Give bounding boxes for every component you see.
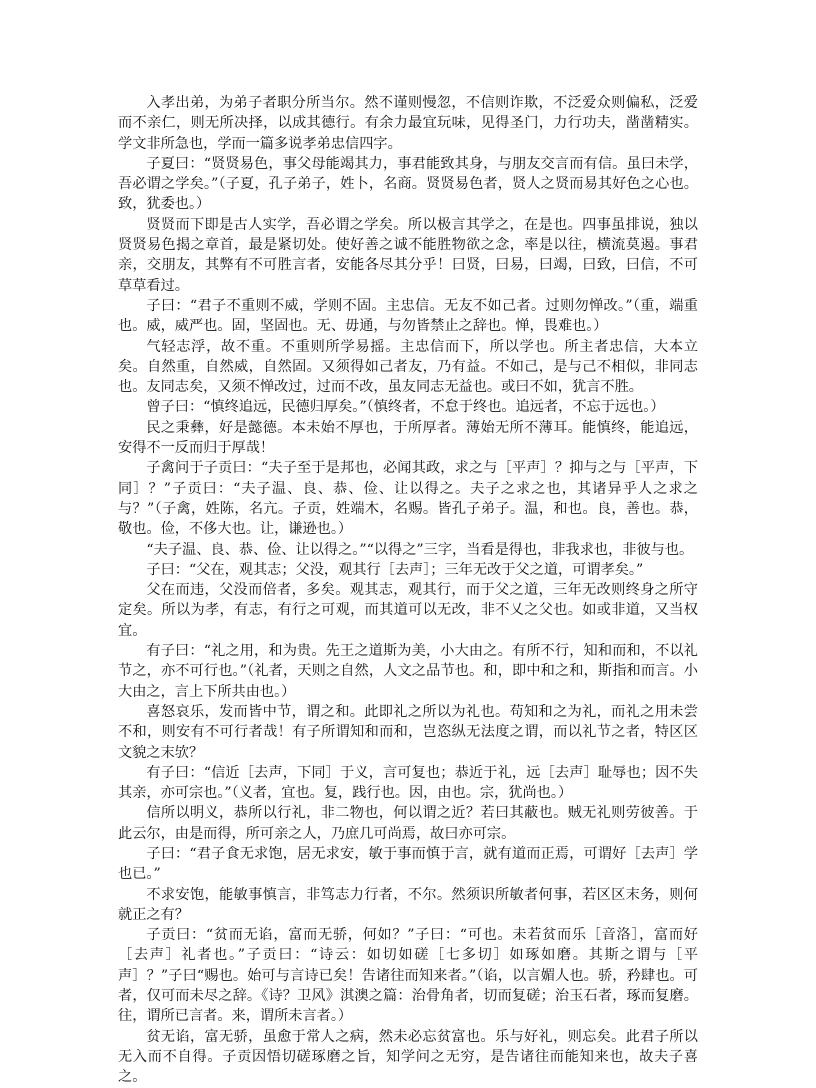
paragraph: 有子曰：“礼之用，和为贵。先王之道斯为美，小大由之。有所不行，知和而和，不以礼节之，亦不可行也。”（礼者，天则之自然，人文之品节也。和，即中和之和，斯指和而言。小大由之，言上下所共由也。） [118, 643, 698, 700]
paragraph: 气轻志浮，故不重。不重则所学易摇。主忠信而下，所以学也。所主者忠信，大本立矣。自然重，自然威，自然固。又须得如己者友，乃有益。不如己，是与己不相似，非同志也。友同志矣，又须不惮改过，过而不改，虽友同志无益也。或曰不如，犹言不胜。 [118, 338, 698, 396]
paragraph: 喜怒哀乐，发而皆中节，谓之和。此即礼之所以为礼也。苟知和之为礼，而礼之用未尝不和，则安有不可行者哉！有子所谓知和而和，岂恣纵无法度之谓，而以礼节之者，特区区文貌之末欤？ [118, 703, 698, 761]
paragraph: 子贡曰：“贫而无谄，富而无骄，何如？”子曰：“可也。未若贫而乐［音洛］，富而好［去声］礼者也。”子贡曰：“诗云：如切如磋［七多切］如琢如磨。其斯之谓与［平声］？”子曰“赐也。始可与言诗已矣！告诸往而知来者。”（谄，以言媚人也。骄，矜肆也。可者，仅可而未尽之辞。《诗？卫风》淇澳之篇：治骨角者，切而复磋；治玉石者，琢而复磨。往，谓所已言者。来，谓所未言者。） [118, 927, 698, 1025]
paragraph: 曾子曰：“慎终追远，民德归厚矣。”（慎终者，不怠于终也。追远者，不忘于远也。） [146, 399, 665, 416]
paragraph: 父在而违，父没而倍者，多矣。观其志，观其行，而于父之道，三年无改则终身之所守定矣。所以为孝，有志，有行之可观，而其道可以无改，非不乂之父也。如或非道，又当权宜。 [118, 582, 698, 639]
paragraph: 不求安饱，能敏事慎言，非笃志力行者，不尔。然须识所敏者何事，若区区末务，则何就正之有？ [118, 886, 698, 923]
paragraph: “夫子温、良、恭、俭、让以得之。”“以得之”三字，当看是得也，非我求也，非彼与也。 [146, 541, 694, 558]
paragraph: 子夏曰：“贤贤易色，事父母能竭其力，事君能致其身，与朋友交言而有信。虽曰未学，吾必谓之学矣。”（子夏，孔子弟子，姓卜，名商。贤贤易色者，贤人之贤而易其好色之心也。致，犹委也。） [118, 155, 698, 213]
document-page [118, 93, 698, 1088]
paragraph: 子曰：“父在，观其志；父没，观其行［去声］；三年无改于父之道，可谓孝矣。” [146, 561, 644, 578]
paragraph: 有子曰：“信近［去声，下同］于义，言可复也；恭近于礼，远［去声］耻辱也；因不失其亲，亦可宗也。”（义者，宜也。复，践行也。因，由也。宗，犹尚也。） [118, 764, 698, 802]
paragraph: 子曰：“君子食无求饱，居无求安，敏于事而慎于言，就有道而正焉，可谓好［去声］学也已。” [118, 845, 698, 883]
paragraph: 入孝出弟，为弟子者职分所当尔。然不谨则慢忽，不信则诈欺，不泛爱众则偏私，泛爱而不亲仁，则无所决择，以成其德行。有余力最宜玩味，见得圣门，力行功夫，凿凿精实。学文非所急也，学而一篇多说孝弟忠信四字。 [118, 95, 698, 152]
paragraph: 信所以明义，恭所以行礼，非二物也，何以谓之近？若曰其蔽也。贼无礼则劳彼善。于此云尔，由是而得，所可亲之人，乃庶几可尚焉，故曰亦可宗。 [118, 805, 698, 842]
paragraph: 子禽问于子贡曰：“夫子至于是邦也，必闻其政，求之与［平声］？抑与之与［平声，下同］？”子贡曰：“夫子温、良、恭、俭、让以得之。夫子之求之也，其诸异乎人之求之与？”（子禽，姓陈，名亢。子贡，姓端木，名赐。皆孔子弟子。温，和也。良，善也。恭，敬也。俭，不侈大也。让，谦逊也。） [118, 460, 698, 538]
paragraph: 民之秉彝，好是懿德。本未始不厚也，于所厚者。薄始无所不薄耳。能慎终，能追远，安得不一反而归于厚哉！ [118, 419, 698, 457]
paragraph: 贤贤而下即是古人实学，吾必谓之学矣。所以极言其学之，在是也。四事虽排说，独以贤贤易色揭之章首，最是紧切处。使好善之诚不能胜物欲之念，率是以往，横流莫遏。事君亲，交朋友，其弊有不可胜言者，安能各尽其分乎！曰贤，曰易，曰竭，曰致，曰信，不可草草看过。 [118, 216, 698, 294]
paragraph: 贫无谄，富无骄，虽愈于常人之病，然未必忘贫富也。乐与好礼，则忘矣。此君子所以无入而不自得。子贡因悟切磋琢磨之旨，知学问之无穷，是告诸往而能知来也，故夫子喜之。 [118, 1028, 698, 1086]
paragraph: 子曰：“君子不重则不威，学则不固。主忠信。无友不如己者。过则勿惮改。”（重，端重也。威，威严也。固，坚固也。无、毋通，与勿皆禁止之辞也。惮，畏难也。） [118, 297, 698, 335]
